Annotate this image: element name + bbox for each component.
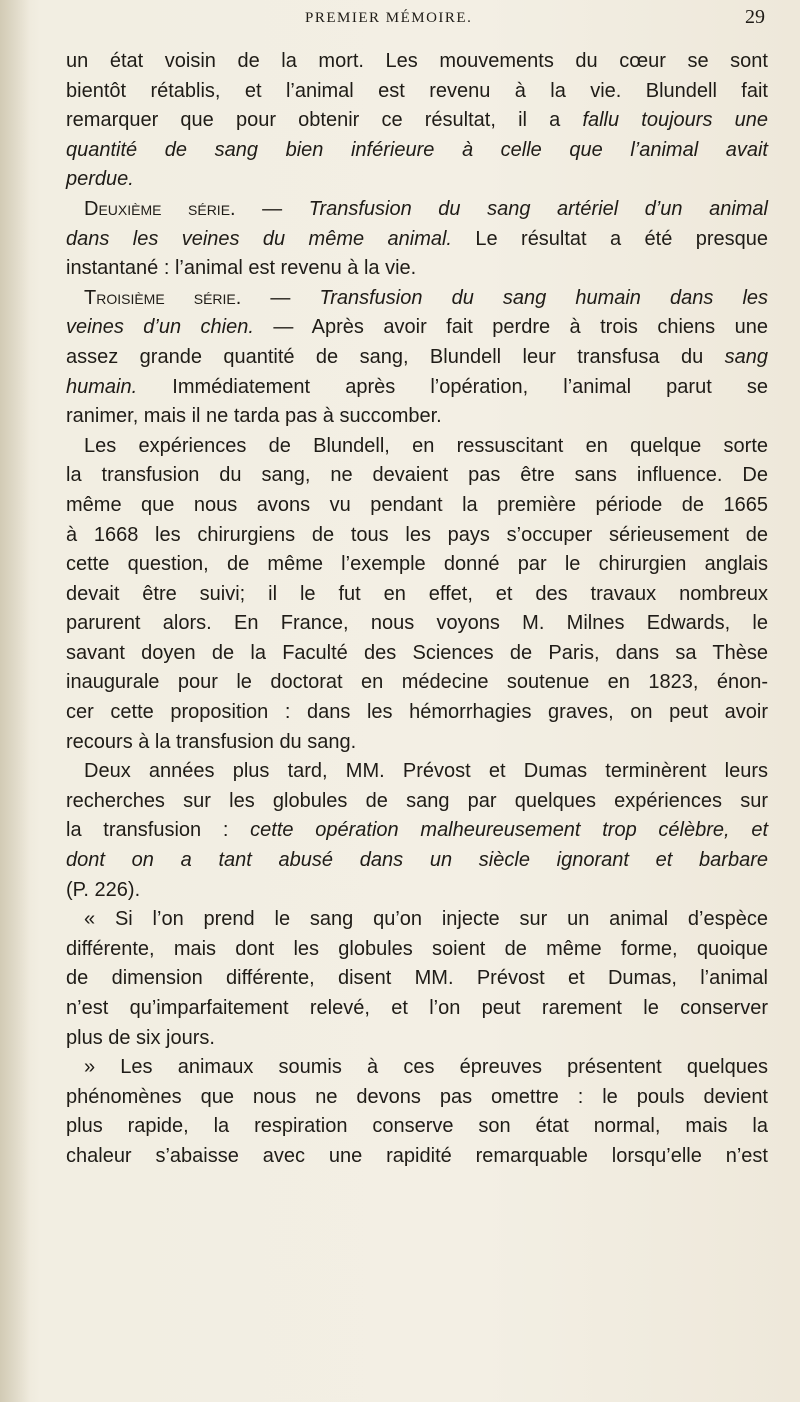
text-line [66, 757, 768, 787]
text-run: de dimension différente, disent MM. Prévost et Dumas, l’animal [66, 967, 768, 990]
text-line [66, 846, 768, 876]
text-run: cette opération malheureusement trop célèbre, et [250, 819, 768, 842]
text-run: recours à la transfusion du sang. [66, 730, 357, 753]
text-run: instantané : l’animal est revenu à la vie. [66, 257, 417, 280]
text-run: fallu toujours une [582, 109, 768, 132]
text-run: Les expériences de Blundell, en ressuscitant en quelque sorte [84, 434, 768, 457]
text-run: plus de six jours. [66, 1026, 215, 1049]
text-line [66, 47, 768, 77]
text-line [66, 609, 768, 639]
text-line [66, 1112, 768, 1142]
text-line [66, 787, 768, 817]
text-run: . — [230, 197, 309, 220]
text-line [66, 1142, 768, 1172]
text-run: cer cette proposition : dans les hémorrhagies graves, on peut avoir [66, 701, 768, 724]
text-line [66, 935, 768, 965]
text-run: différente, mais dont les globules soient de même forme, quoique [66, 937, 768, 960]
text-run: (P. 226). [66, 878, 141, 901]
text-run: n’est qu’imparfaitement relevé, et l’on peut rarement le conserver [66, 997, 768, 1019]
text-run: bientôt rétablis, et l’animal est revenu à la vie. Blundell fait [66, 79, 768, 102]
text-run: Troisième série [84, 286, 236, 309]
text-run: phénomènes que nous ne devons pas omettre : le pouls devient [66, 1085, 768, 1108]
text-line [66, 1024, 768, 1054]
text-run: Le résultat a été presque [452, 227, 768, 250]
text-line [66, 1083, 768, 1113]
text-run: humain. [66, 375, 138, 398]
text-line [66, 698, 768, 728]
body-text [66, 47, 768, 1172]
text-run: Transfusion du sang artériel d’un animal [308, 197, 768, 220]
text-line [66, 77, 768, 107]
text-run: dans les veines du même animal. [66, 227, 452, 250]
page-gutter-shadow [0, 0, 30, 1402]
text-line [66, 225, 768, 255]
text-line [66, 284, 768, 314]
text-line [66, 432, 768, 462]
text-run: dont on a tant abusé dans un siècle ignorant et barbare [66, 849, 768, 872]
text-run: veines d’un chien. [66, 316, 254, 339]
text-run: un état voisin de la mort. Les mouvements du cœur se sont [66, 50, 768, 72]
text-run: « Si l’on prend le sang qu’on injecte sur un animal d’espèce [84, 908, 768, 931]
text-run: plus rapide, la respiration conserve son état normal, mais la [66, 1115, 768, 1138]
text-run: — Après avoir fait perdre à trois chiens une [253, 316, 768, 339]
text-run: la transfusion du sang, ne devaient pas être sans influence. De [66, 464, 768, 487]
text-run: savant doyen de la Faculté des Sciences de Paris, dans sa Thèse [66, 641, 768, 664]
text-run: la transfusion : [66, 819, 251, 842]
text-run: recherches sur les globules de sang par quelques expériences sur [66, 789, 768, 812]
page-header [0, 6, 800, 34]
text-run: remarquer que pour obtenir ce résultat, il a [66, 109, 583, 132]
text-line [66, 491, 768, 521]
text-run: . — [235, 286, 320, 309]
text-line [66, 254, 768, 284]
page-number: 29 [745, 6, 765, 28]
text-run: perdue. [66, 168, 134, 191]
text-line [66, 816, 768, 846]
text-line [66, 106, 768, 136]
text-line [66, 343, 768, 373]
text-run: à 1668 les chirurgiens de tous les pays s’occuper sérieusement de [66, 523, 768, 546]
text-line [66, 550, 768, 580]
text-line [66, 373, 768, 403]
text-run: » Les animaux soumis à ces épreuves présentent quelques [84, 1056, 768, 1079]
text-run: parurent alors. En France, nous voyons M. Milnes Edwards, le [66, 612, 768, 635]
text-line [66, 165, 768, 195]
text-line [66, 461, 768, 491]
text-line [66, 668, 768, 698]
text-line [66, 876, 768, 906]
text-line [66, 639, 768, 669]
text-run: sang [724, 345, 768, 368]
text-line [66, 728, 768, 758]
text-line [66, 964, 768, 994]
text-run: devait être suivi; il le fut en effet, et des travaux nombreux [66, 582, 768, 605]
text-line [66, 402, 768, 432]
text-line [66, 313, 768, 343]
text-run: ranimer, mais il ne tarda pas à succomber. [66, 405, 442, 428]
text-line [66, 1053, 768, 1083]
text-run: cette question, de même l’exemple donné par le chirurgien anglais [66, 553, 768, 576]
text-line [66, 580, 768, 610]
text-run: inaugurale pour le doctorat en médecine soutenue en 1823, énon- [66, 671, 768, 694]
text-line [66, 195, 768, 225]
text-line [66, 994, 768, 1024]
text-run: Deux années plus tard, MM. Prévost et Dumas terminèrent leurs [84, 760, 768, 783]
text-run: chaleur s’abaisse avec une rapidité remarquable lorsqu’elle n’est [66, 1144, 768, 1167]
text-run: Deuxième série [84, 197, 231, 220]
text-run: Transfusion du sang humain dans les [319, 286, 769, 309]
running-title: PREMIER MÉMOIRE. [305, 10, 473, 26]
text-line [66, 521, 768, 551]
text-line [66, 905, 768, 935]
text-run: quantité de sang bien inférieure à celle que l’animal avait [66, 138, 768, 161]
text-line [66, 136, 768, 166]
text-run: même que nous avons vu pendant la première période de 1665 [66, 493, 768, 516]
text-run: Immédiatement après l’opération, l’animal parut se [137, 375, 768, 398]
text-run: assez grande quantité de sang, Blundell leur transfusa du [66, 345, 725, 368]
